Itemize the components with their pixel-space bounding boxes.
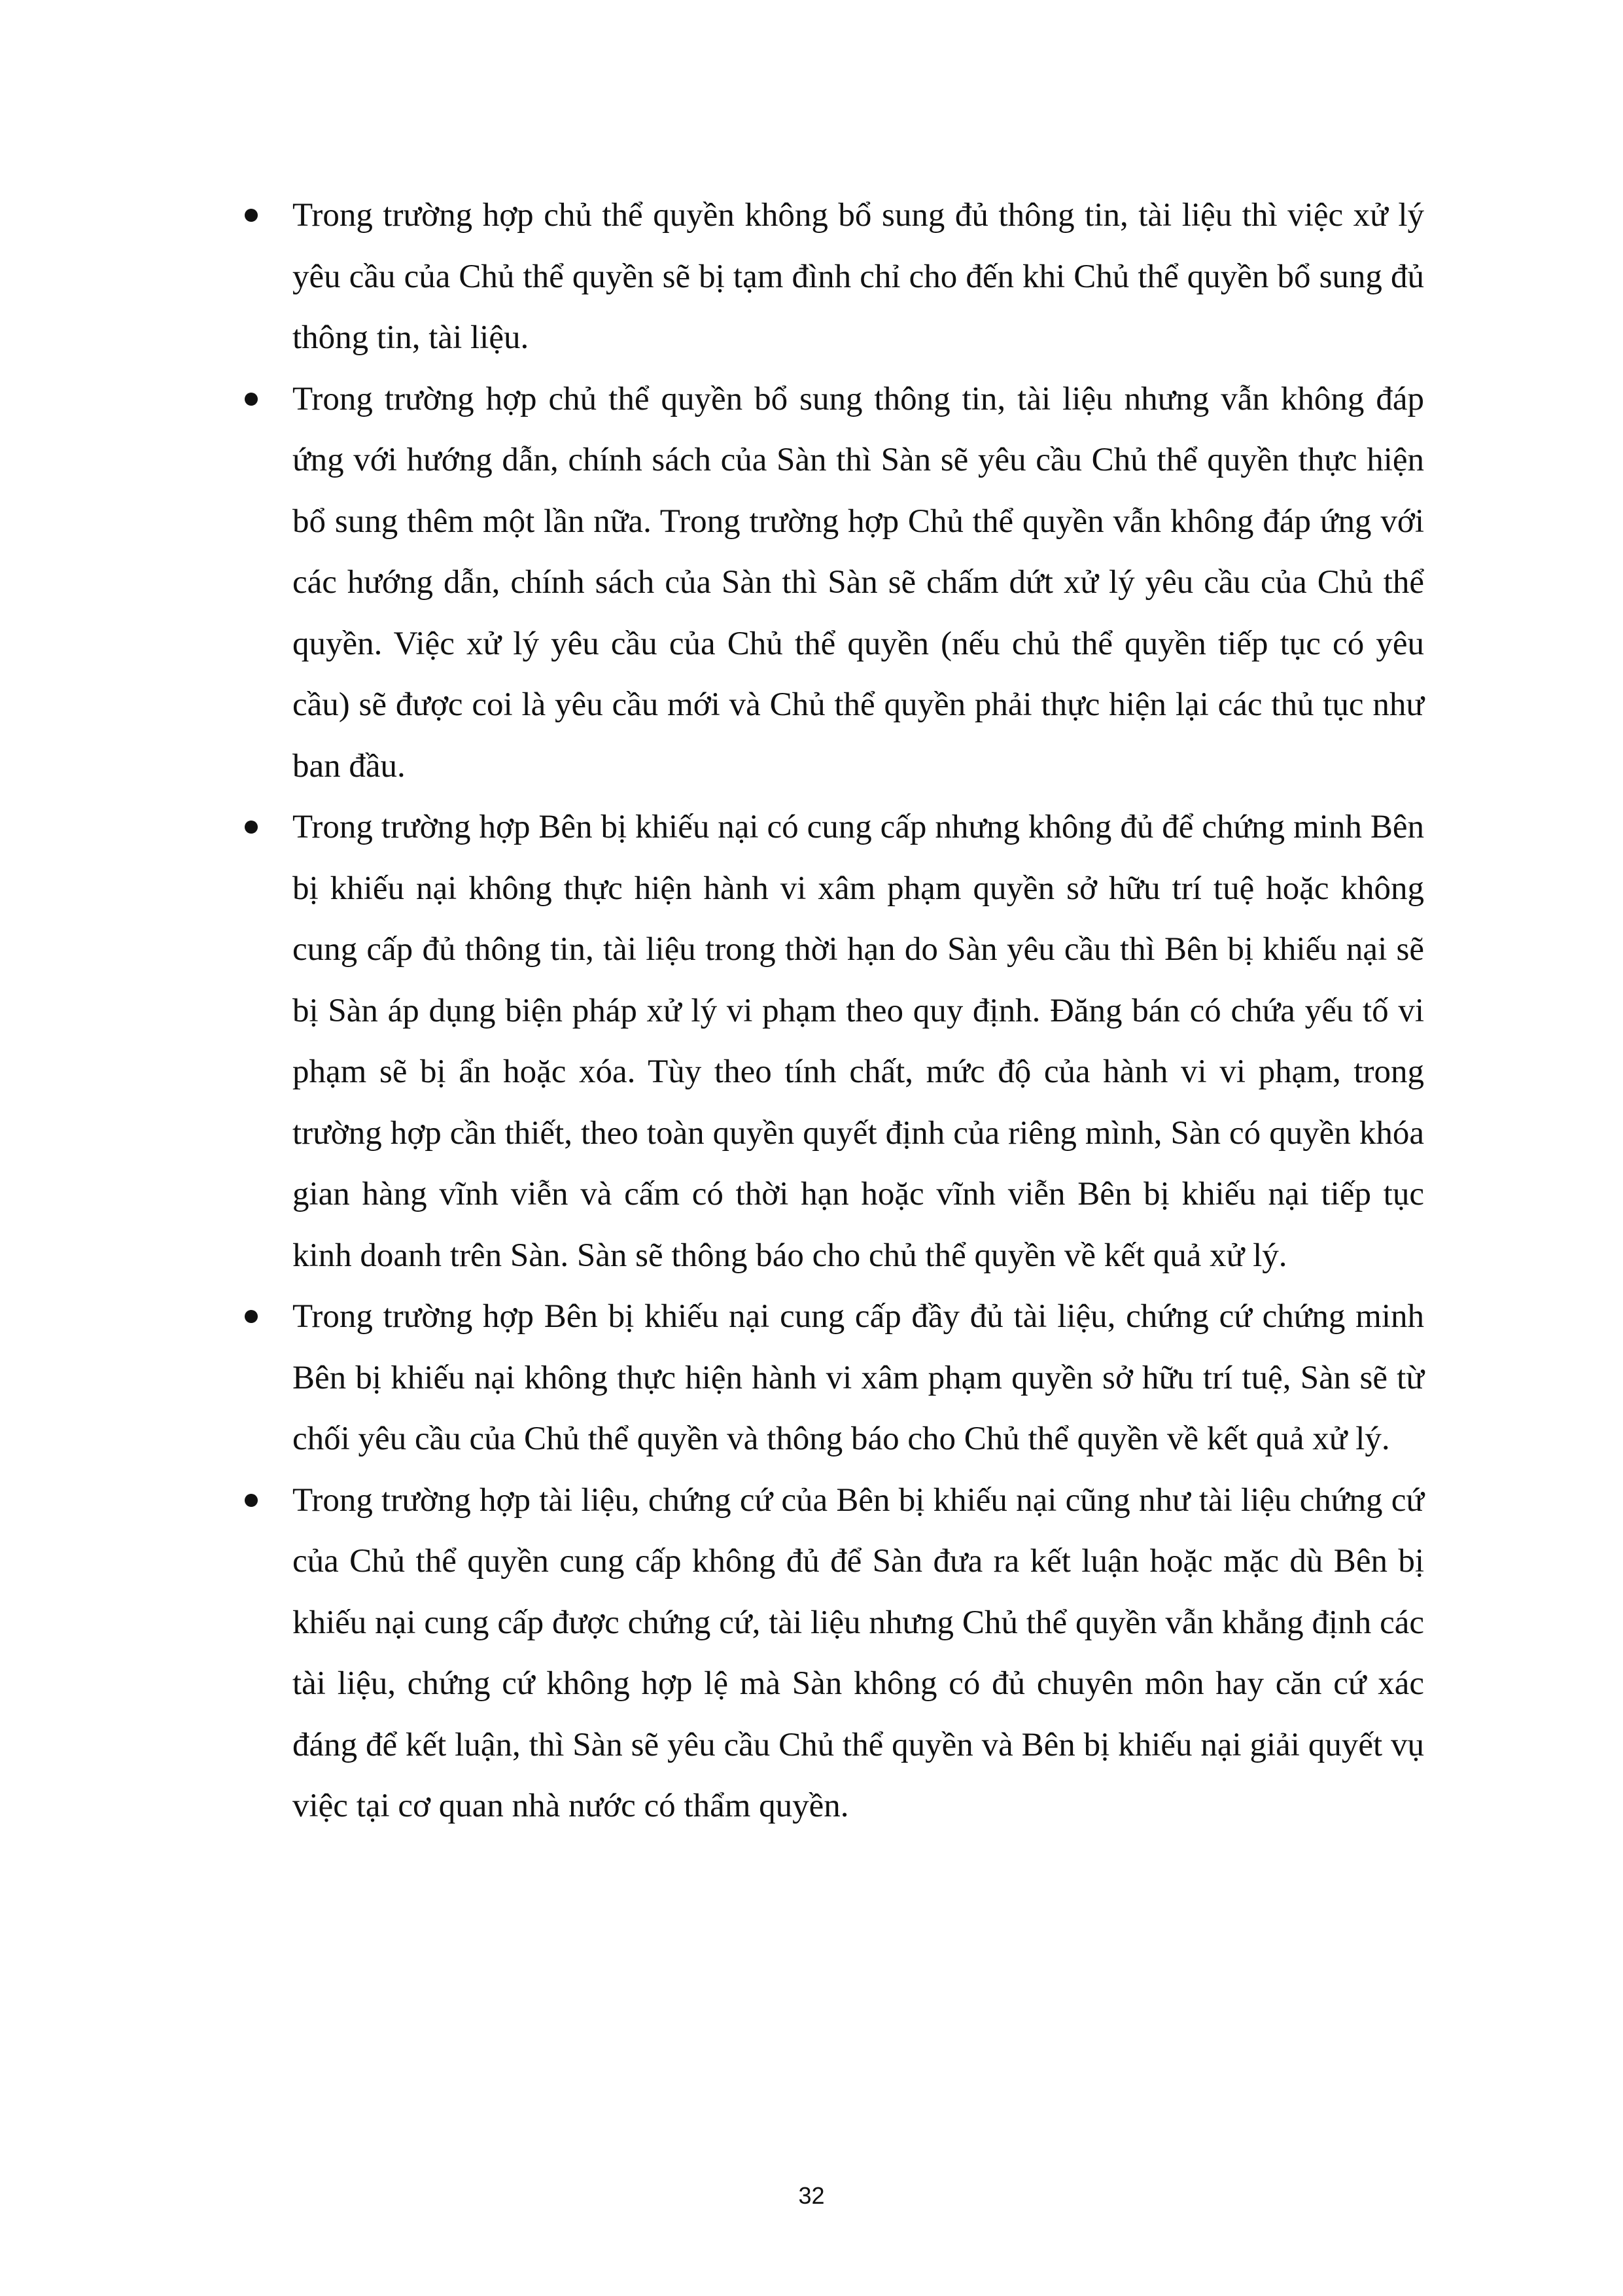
bullet-item-resubmission: [243, 369, 1424, 798]
bullet-icon: [245, 1310, 258, 1323]
bullet-text: Trong trường hợp Bên bị khiếu nại có cung cấp nhưng không đủ để chứng minh Bên bị khiếu nại không thực hiện hành vi xâm phạm quyền sở hữu trí tuệ hoặc không cung cấp đủ thông tin, tài liệu trong thời hạn do Sàn yêu cầu thì Bên bị khiếu nại sẽ bị Sàn áp dụng biện pháp xử lý vi phạm theo quy định. Đăng bán có chứa yếu tố vi phạm sẽ bị ẩn hoặc xóa. Tùy theo tính chất, mức độ của hành vi vi phạm, trong trường hợp cần thiết, theo toàn quyền quyết định của riêng mình, Sàn có quyền khóa gian hàng vĩnh viễn và cấm có thời hạn hoặc vĩnh viễn Bên bị khiếu nại tiếp tục kinh doanh trên Sàn. Sàn sẽ thông báo cho chủ thể quyền về kết quả xử lý.: [292, 809, 1424, 1274]
bullet-text: Trong trường hợp tài liệu, chứng cứ của Bên bị khiếu nại cũng như tài liệu chứng cứ của Chủ thể quyền cung cấp không đủ để Sàn đưa ra kết luận hoặc mặc dù Bên bị khiếu nại cung cấp được chứng cứ, tài liệu nhưng Chủ thể quyền vẫn khẳng định các tài liệu, chứng cứ không hợp lệ mà Sàn không có đủ chuyên môn hay căn cứ xác đáng để kết luận, thì Sàn sẽ yêu cầu Chủ thể quyền và Bên bị khiếu nại giải quyết vụ việc tại cơ quan nhà nước có thẩm quyền.: [292, 1481, 1424, 1824]
bullet-text: Trong trường hợp chủ thể quyền bổ sung thông tin, tài liệu nhưng vẫn không đáp ứng với hướng dẫn, chính sách của Sàn thì Sàn sẽ yêu cầu Chủ thể quyền thực hiện bổ sung thêm một lần nữa. Trong trường hợp Chủ thể quyền vẫn không đáp ứng với các hướng dẫn, chính sách của Sàn thì Sàn sẽ chấm dứt xử lý yêu cầu của Chủ thể quyền. Việc xử lý yêu cầu của Chủ thể quyền (nếu chủ thể quyền tiếp tục có yêu cầu) sẽ được coi là yêu cầu mới và Chủ thể quyền phải thực hiện lại các thủ tục như ban đầu.: [292, 380, 1424, 785]
bullet-item-suspension: [243, 185, 1424, 369]
page-number: 32: [798, 2182, 825, 2209]
bullet-list: [243, 185, 1424, 1837]
bullet-icon: [245, 393, 258, 406]
bullet-item-request-rejection: [243, 1286, 1424, 1470]
bullet-item-violation-handling: [243, 797, 1424, 1286]
bullet-icon: [245, 821, 258, 834]
bullet-icon: [245, 1494, 258, 1507]
bullet-text: Trong trường hợp chủ thể quyền không bổ sung đủ thông tin, tài liệu thì việc xử lý yêu cầu của Chủ thể quyền sẽ bị tạm đình chỉ cho đến khi Chủ thể quyền bổ sung đủ thông tin, tài liệu.: [292, 197, 1424, 356]
bullet-text: Trong trường hợp Bên bị khiếu nại cung cấp đầy đủ tài liệu, chứng cứ chứng minh Bên bị khiếu nại không thực hiện hành vi xâm phạm quyền sở hữu trí tuệ, Sàn sẽ từ chối yêu cầu của Chủ thể quyền và thông báo cho Chủ thể quyền về kết quả xử lý.: [292, 1298, 1424, 1457]
bullet-item-state-authority: [243, 1470, 1424, 1837]
bullet-icon: [245, 209, 258, 222]
